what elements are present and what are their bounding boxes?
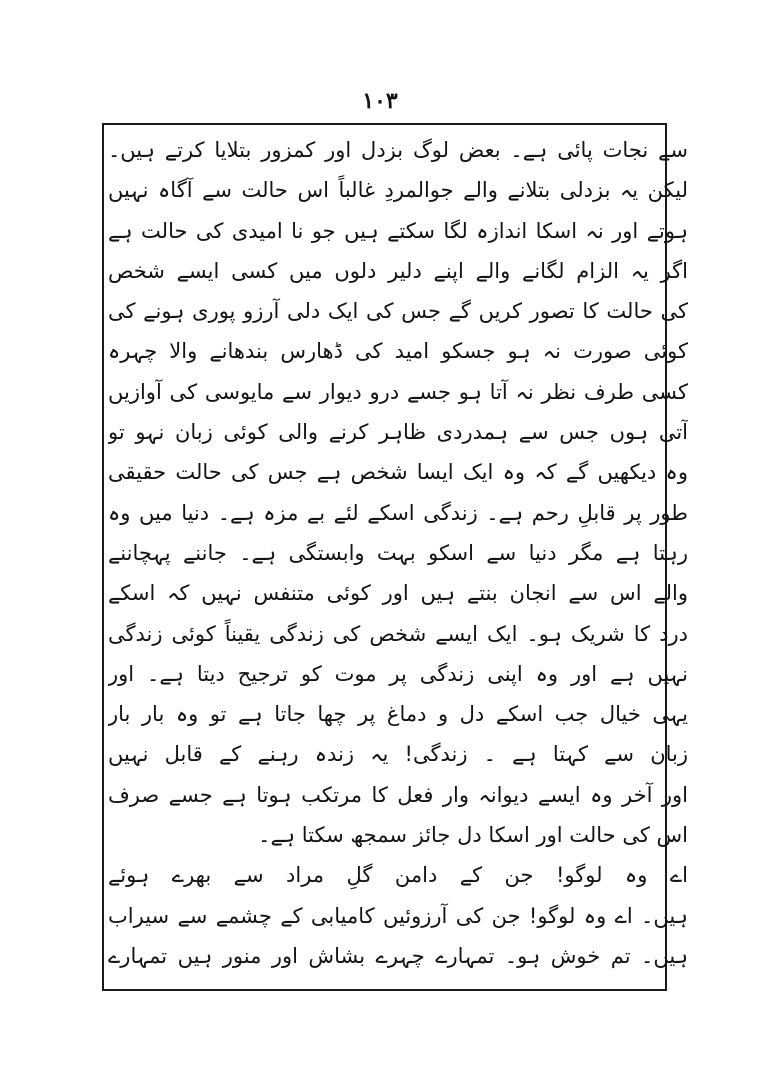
text-line: یہی خیال جب اسکے دل و دماغ پر چھا جاتا ہے تو وہ بار بار — [108, 702, 688, 727]
text-line: کسی طرف نظر نہ آتا ہو جسے درو دیوار سے مایوسی کی آوازیں — [108, 379, 688, 404]
text-line: وہ دیکھیں گے کہ وہ ایک ایسا شخص ہے جس کی حالت حقیقی — [108, 460, 688, 485]
text-line: درد کا شریک ہو۔ ایک ایسے شخص کی زندگی یقیناً کوئی زندگی — [108, 621, 688, 646]
text-line: اگر یہ الزام لگانے والے اپنے دلیر دلوں میں کسی ایسے شخص — [108, 258, 688, 283]
text-line: نہیں ہے اور وہ اپنی زندگی پر موت کو ترجیح دیتا ہے۔ اور — [108, 661, 688, 686]
text-line: آتی ہوں جس سے ہمدردی ظاہر کرنے والی کوئی زبان نہو تو — [108, 420, 688, 445]
text-line: اور آخر وہ ایسے دیوانہ وار فعل کا مرتکب ہوتا ہے جسے صرف — [108, 782, 688, 807]
text-line: ہیں۔ تم خوش ہو۔ تمہارے چہرے بشاش اور منور ہیں تمہارے — [108, 943, 688, 968]
text-line: کی حالت کا تصور کریں گے جس کی ایک دلی آرزو پوری ہونے کی — [108, 299, 688, 324]
text-line: ہیں۔ اے وہ لوگو! جن کی آرزوئیں کامیابی کے چشمے سے سیراب — [108, 903, 688, 928]
page-number: ١٠٣ — [362, 88, 398, 114]
urdu-text-body — [108, 130, 688, 976]
text-line: ہوتے اور نہ اسکا اندازہ لگا سکتے ہیں جو نا امیدی کی حالت ہے — [108, 218, 688, 243]
text-line: سے نجات پائی ہے۔ بعض لوگ بزدل اور کمزور بتلایا کرتے ہیں۔ — [108, 138, 688, 162]
text-line: اے وہ لوگو! جن کے دامن گلِ مراد سے بھرے ہوئے — [108, 863, 688, 888]
text-line: زبان سے کہتا ہے ۔ زندگی! یہ زندہ رہنے کے قابل نہیں — [108, 742, 688, 767]
text-line: کوئی صورت نہ ہو جسکو امید کی ڈھارس بندھانے والا چہرہ — [108, 339, 688, 364]
text-line: رہتا ہے مگر دنیا سے اسکو بہت وابستگی ہے۔ جاننے پہچاننے — [108, 540, 688, 565]
text-line: والے اس سے انجان بنتے ہیں اور کوئی متنفس نہیں کہ اسکے — [108, 581, 688, 606]
text-line: اس کی حالت اور اسکا دل جائز سمجھ سکتا ہے۔ — [258, 823, 688, 848]
text-line: لیکن یہ بزدلی بتلانے والے جوالمردِ غالباً اس حالت سے آگاہ نہیں — [108, 178, 688, 203]
text-line: طور پر قابلِ رحم ہے۔ زندگی اسکے لئے بے مزہ ہے۔ دنیا میں وہ — [108, 500, 688, 525]
